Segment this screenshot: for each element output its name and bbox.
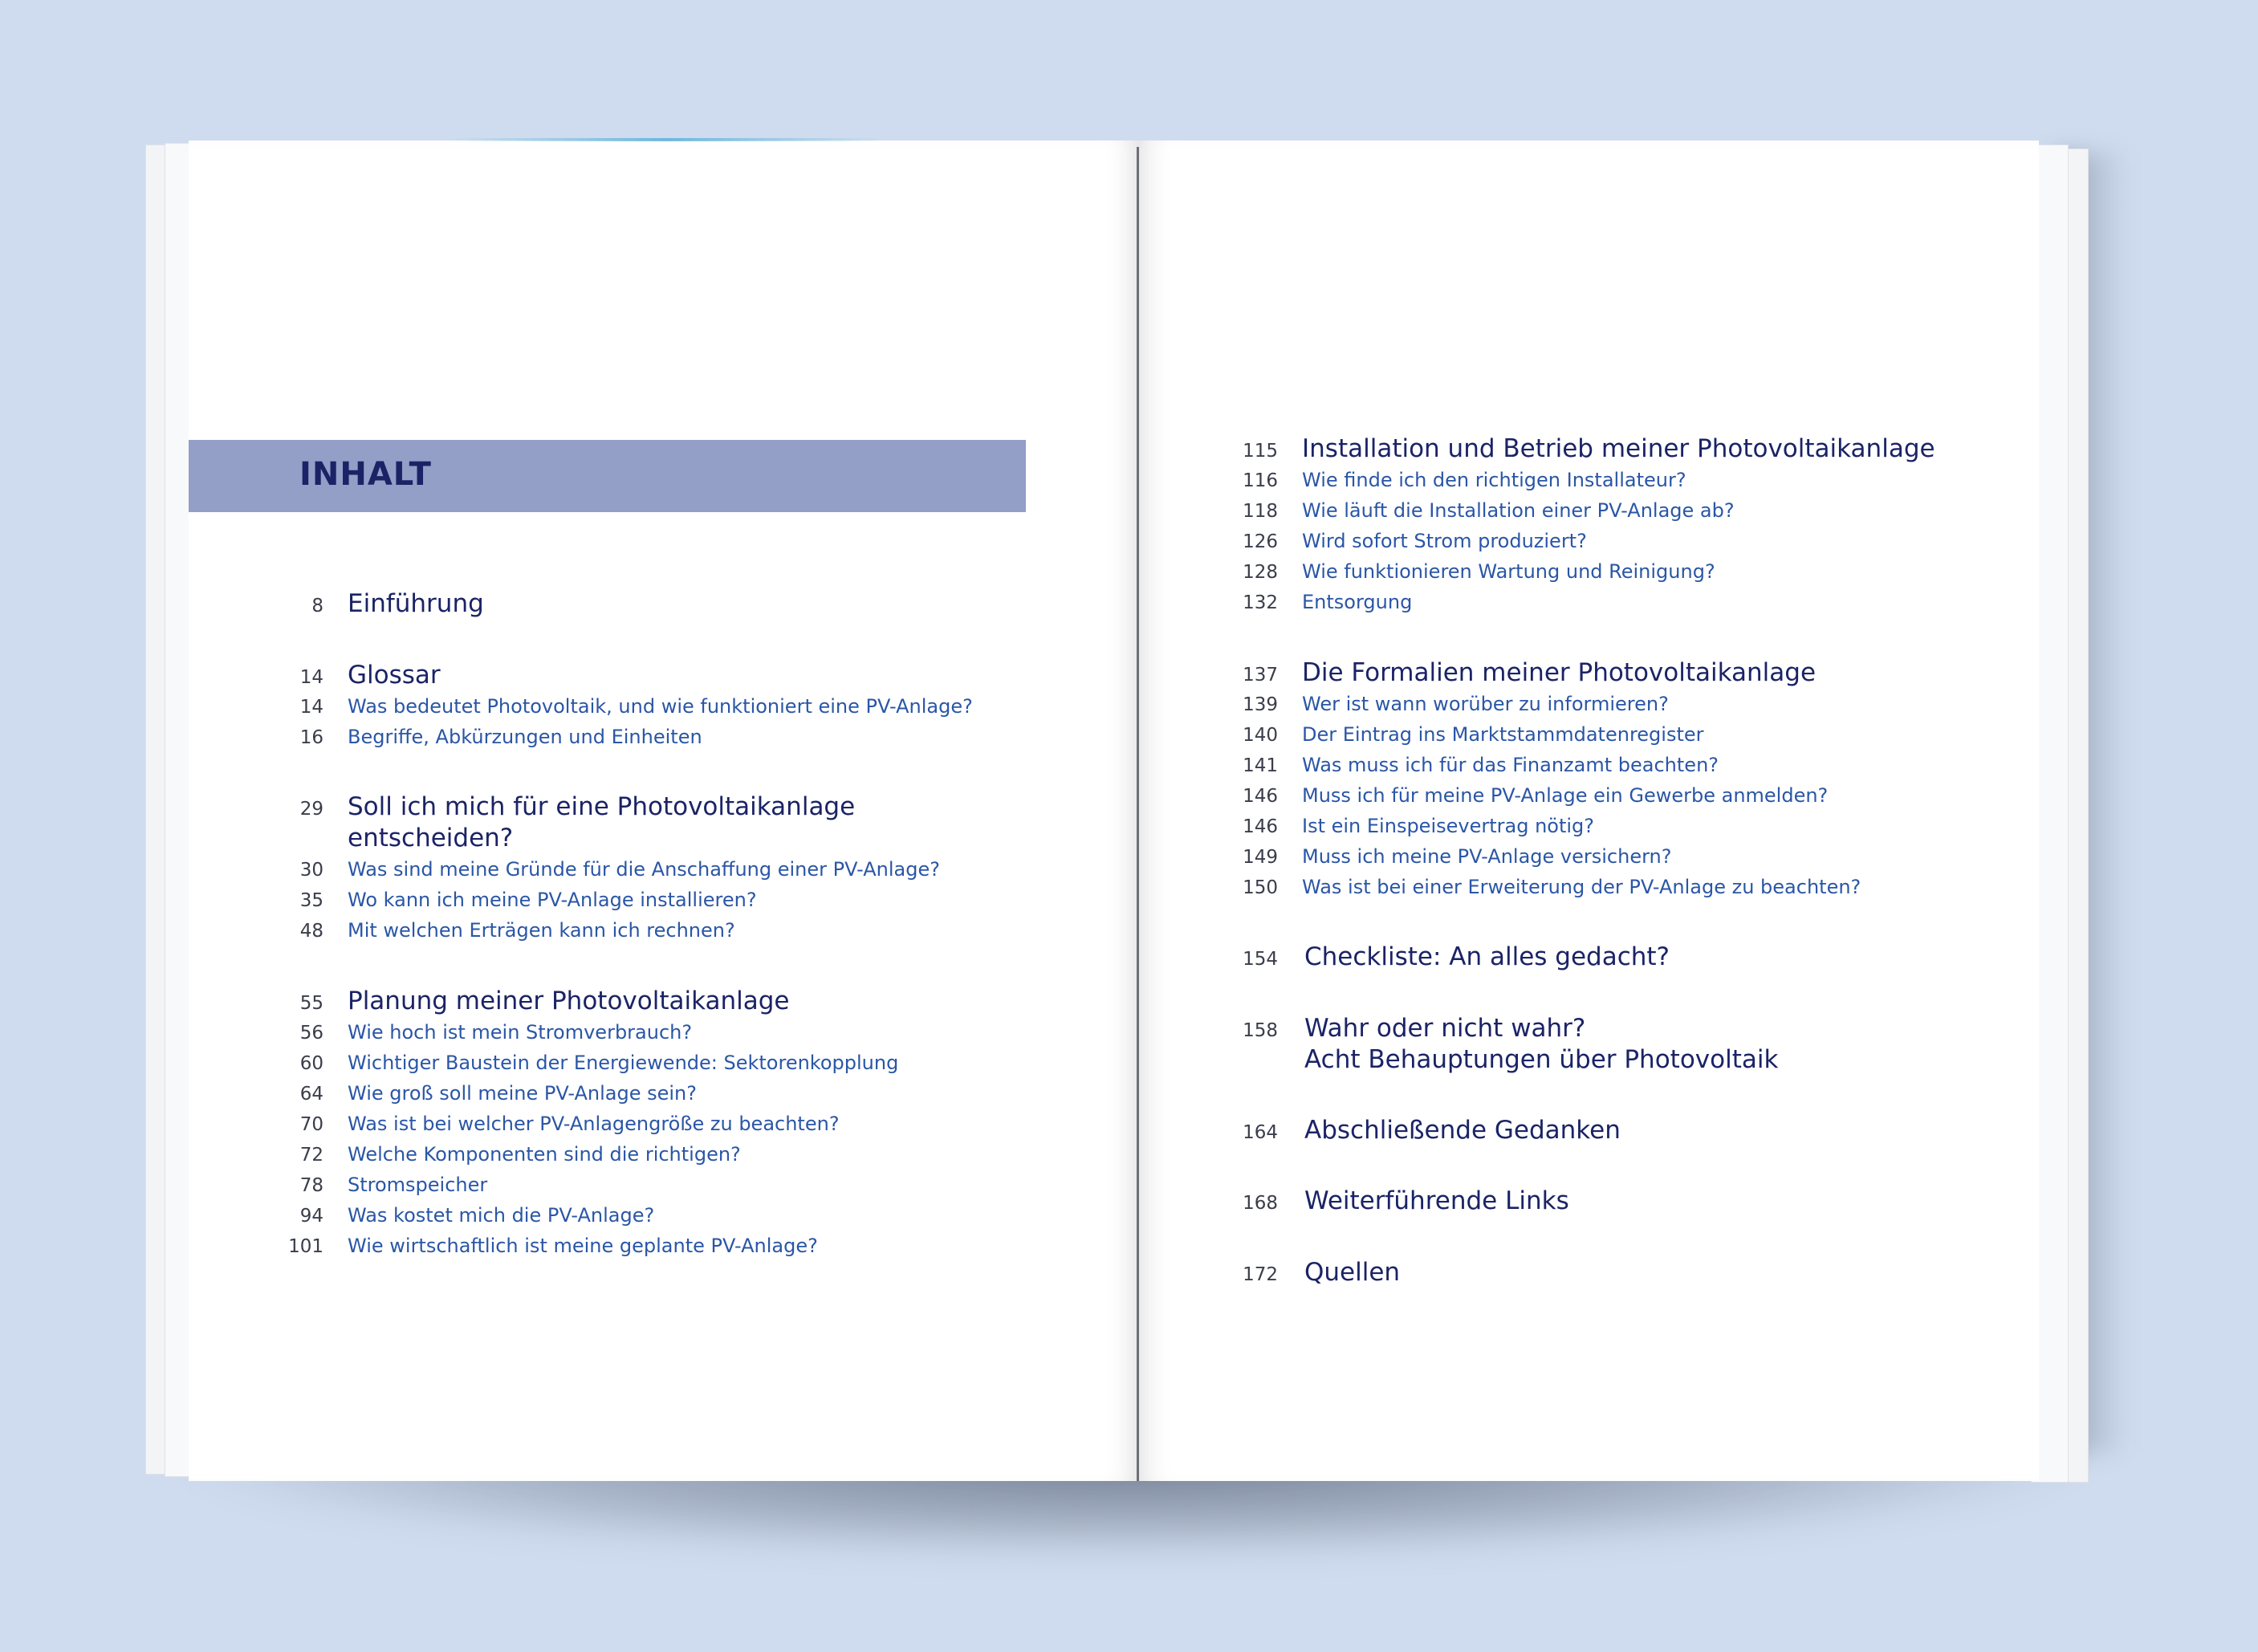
toc-heading[interactable] bbox=[275, 986, 898, 1017]
toc-entry[interactable] bbox=[275, 1231, 898, 1261]
toc-page-number: 70 bbox=[299, 1114, 323, 1135]
toc-entry-title: Wichtiger Baustein der Energiewende: Sektorenkopplung bbox=[348, 1052, 899, 1074]
toc-section bbox=[275, 660, 973, 752]
toc-entry-title: Wie groß soll meine PV-Anlage sein? bbox=[348, 1082, 697, 1105]
toc-section bbox=[1230, 1115, 1621, 1146]
toc-section bbox=[275, 588, 484, 620]
toc-entry-title: Was muss ich für das Finanzamt beachten? bbox=[1302, 754, 1719, 776]
toc-heading[interactable] bbox=[275, 791, 940, 823]
toc-entry-title: Wie finde ich den richtigen Installateur? bbox=[1302, 469, 1686, 491]
toc-entry[interactable] bbox=[275, 722, 973, 752]
toc-heading[interactable] bbox=[1230, 657, 1861, 689]
toc-page-number: 126 bbox=[1243, 531, 1278, 552]
toc-heading-title: Weiterführende Links bbox=[1304, 1186, 1569, 1215]
toc-entry[interactable] bbox=[1230, 495, 1935, 526]
book-spine bbox=[1137, 147, 1139, 1481]
toc-heading-title-line2: entscheiden? bbox=[348, 824, 514, 852]
toc-entry[interactable] bbox=[275, 1048, 898, 1078]
toc-page-number: 56 bbox=[299, 1023, 323, 1044]
toc-page-number: 164 bbox=[1243, 1122, 1278, 1143]
toc-page-number: 115 bbox=[1243, 441, 1278, 462]
toc-entry[interactable] bbox=[1230, 465, 1935, 495]
toc-entry-title: Wer ist wann worüber zu informieren? bbox=[1302, 693, 1669, 715]
toc-heading-title: Soll ich mich für eine Photovoltaikanlage bbox=[348, 792, 856, 821]
toc-heading[interactable] bbox=[1230, 942, 1670, 973]
toc-heading-title: Abschließende Gedanken bbox=[1304, 1116, 1621, 1145]
toc-page-number: 55 bbox=[299, 993, 323, 1014]
toc-heading-title-line2: Acht Behauptungen über Photovoltaik bbox=[1304, 1045, 1779, 1074]
toc-entry-title: Der Eintrag ins Marktstammdatenregister bbox=[1302, 723, 1704, 746]
toc-entry-title: Wo kann ich meine PV-Anlage installieren? bbox=[348, 889, 757, 911]
toc-page-number: 30 bbox=[299, 860, 323, 881]
toc-entry[interactable] bbox=[275, 854, 940, 885]
toc-entry-title: Was ist bei welcher PV-Anlagengröße zu beachten? bbox=[348, 1113, 840, 1135]
toc-page-number: 172 bbox=[1243, 1264, 1278, 1285]
toc-entry[interactable] bbox=[275, 915, 940, 946]
toc-entry-title: Muss ich für meine PV-Anlage ein Gewerbe anmelden? bbox=[1302, 784, 1829, 807]
toc-page-number: 101 bbox=[288, 1236, 323, 1257]
toc-page-number: 149 bbox=[1243, 847, 1278, 868]
toc-entry[interactable] bbox=[275, 885, 940, 915]
toc-entry-title: Was ist bei einer Erweiterung der PV-Anlage zu beachten? bbox=[1302, 876, 1861, 898]
toc-entry-title: Ist ein Einspeisevertrag nötig? bbox=[1302, 815, 1595, 837]
toc-page-number: 139 bbox=[1243, 694, 1278, 715]
toc-entry-title: Was kostet mich die PV-Anlage? bbox=[348, 1204, 655, 1227]
toc-entry[interactable] bbox=[275, 1170, 898, 1200]
toc-entry[interactable] bbox=[275, 1017, 898, 1048]
toc-entry-title: Wird sofort Strom produziert? bbox=[1302, 530, 1587, 552]
toc-entry-title: Muss ich meine PV-Anlage versichern? bbox=[1302, 845, 1672, 868]
toc-page-number: 118 bbox=[1243, 501, 1278, 522]
toc-entry-title: Wie wirtschaftlich ist meine geplante PV-Anlage? bbox=[348, 1235, 818, 1257]
toc-section bbox=[1230, 1013, 1778, 1076]
toc-section bbox=[1230, 1257, 1400, 1288]
toc-entry[interactable] bbox=[275, 1139, 898, 1170]
toc-page-number: 64 bbox=[299, 1084, 323, 1105]
toc-page-number: 128 bbox=[1243, 562, 1278, 583]
toc-page-number: 158 bbox=[1243, 1020, 1278, 1041]
toc-entry-title: Wie läuft die Installation einer PV-Anlage ab? bbox=[1302, 499, 1735, 522]
toc-page-number: 146 bbox=[1243, 786, 1278, 807]
toc-page-number: 141 bbox=[1243, 755, 1278, 776]
toc-page-number: 168 bbox=[1243, 1193, 1278, 1214]
toc-heading[interactable] bbox=[1230, 1186, 1569, 1217]
toc-page-number: 116 bbox=[1243, 470, 1278, 491]
toc-entry-title: Wie funktionieren Wartung und Reinigung? bbox=[1302, 560, 1715, 583]
toc-heading-title: Quellen bbox=[1304, 1258, 1401, 1287]
toc-section bbox=[275, 986, 898, 1261]
toc-entry[interactable] bbox=[1230, 811, 1861, 841]
page-title: INHALT bbox=[299, 456, 432, 493]
toc-heading-title: Planung meiner Photovoltaikanlage bbox=[348, 987, 790, 1015]
toc-entry[interactable] bbox=[275, 691, 973, 722]
toc-entry-title: Entsorgung bbox=[1302, 591, 1413, 613]
toc-heading-title: Installation und Betrieb meiner Photovoltaikanlage bbox=[1302, 434, 1935, 463]
toc-heading-title: Wahr oder nicht wahr? bbox=[1304, 1014, 1586, 1043]
title-band bbox=[189, 440, 1026, 512]
toc-entry-title: Was bedeutet Photovoltaik, und wie funktioniert eine PV-Anlage? bbox=[348, 695, 973, 718]
toc-heading[interactable] bbox=[1230, 1115, 1621, 1146]
toc-page-number: 35 bbox=[299, 890, 323, 911]
toc-heading-title: Glossar bbox=[348, 661, 441, 690]
toc-heading-title: Die Formalien meiner Photovoltaikanlage bbox=[1302, 658, 1817, 687]
toc-section bbox=[275, 791, 940, 946]
toc-page-number: 16 bbox=[299, 727, 323, 748]
toc-page-number: 140 bbox=[1243, 725, 1278, 746]
toc-entry[interactable] bbox=[275, 1109, 898, 1139]
toc-section bbox=[1230, 657, 1861, 902]
toc-entry[interactable] bbox=[1230, 556, 1935, 587]
toc-entry[interactable] bbox=[1230, 719, 1861, 750]
toc-page-number: 72 bbox=[299, 1145, 323, 1166]
toc-heading-title: Checkliste: An alles gedacht? bbox=[1304, 942, 1670, 971]
toc-page-number: 150 bbox=[1243, 877, 1278, 898]
toc-heading-continuation bbox=[275, 823, 940, 854]
toc-entry[interactable] bbox=[1230, 872, 1861, 902]
toc-heading-continuation bbox=[1230, 1044, 1778, 1076]
toc-heading[interactable] bbox=[275, 660, 973, 691]
toc-entry[interactable] bbox=[275, 1200, 898, 1231]
toc-entry[interactable] bbox=[275, 1078, 898, 1109]
toc-page-number: 29 bbox=[299, 799, 323, 820]
toc-entry-title: Wie hoch ist mein Stromverbrauch? bbox=[348, 1021, 693, 1044]
toc-heading[interactable] bbox=[1230, 1013, 1778, 1044]
toc-page-number: 8 bbox=[311, 596, 323, 616]
toc-page-number: 146 bbox=[1243, 816, 1278, 837]
toc-section bbox=[1230, 942, 1670, 973]
toc-entry[interactable] bbox=[1230, 750, 1861, 780]
toc-page-number: 14 bbox=[299, 667, 323, 688]
toc-section bbox=[1230, 433, 1935, 617]
toc-entry-title: Welche Komponenten sind die richtigen? bbox=[348, 1143, 741, 1166]
toc-entry[interactable] bbox=[1230, 689, 1861, 719]
toc-entry[interactable] bbox=[1230, 780, 1861, 811]
page-top-tint bbox=[450, 138, 883, 141]
toc-entry[interactable] bbox=[1230, 587, 1935, 617]
toc-heading[interactable] bbox=[1230, 433, 1935, 465]
toc-entry[interactable] bbox=[1230, 841, 1861, 872]
toc-entry-title: Mit welchen Erträgen kann ich rechnen? bbox=[348, 919, 735, 942]
toc-heading-title: Einführung bbox=[348, 589, 484, 618]
toc-page-number: 154 bbox=[1243, 949, 1278, 970]
toc-entry-title: Begriffe, Abkürzungen und Einheiten bbox=[348, 726, 702, 748]
toc-page-number: 78 bbox=[299, 1175, 323, 1196]
toc-page-number: 94 bbox=[299, 1206, 323, 1227]
toc-heading[interactable] bbox=[1230, 1257, 1400, 1288]
toc-section bbox=[1230, 1186, 1569, 1217]
toc-page-number: 132 bbox=[1243, 592, 1278, 613]
toc-entry[interactable] bbox=[1230, 526, 1935, 556]
toc-heading[interactable] bbox=[275, 588, 484, 620]
toc-page-number: 137 bbox=[1243, 665, 1278, 686]
toc-entry-title: Stromspeicher bbox=[348, 1174, 488, 1196]
toc-page-number: 14 bbox=[299, 697, 323, 718]
toc-page-number: 60 bbox=[299, 1053, 323, 1074]
toc-page-number: 48 bbox=[299, 921, 323, 942]
toc-entry-title: Was sind meine Gründe für die Anschaffung einer PV-Anlage? bbox=[348, 858, 940, 881]
